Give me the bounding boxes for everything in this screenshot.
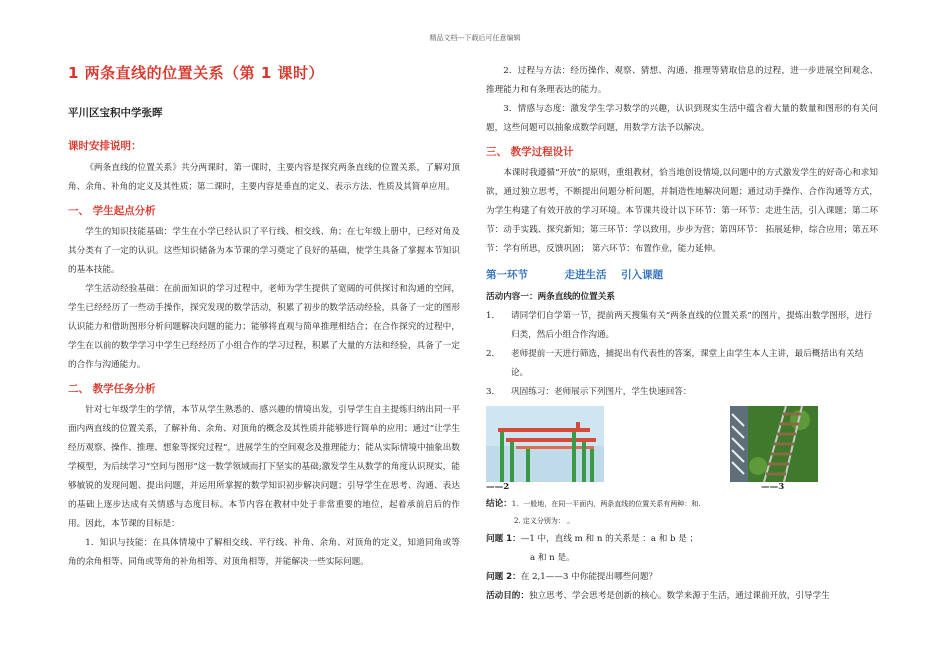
section-1-heading: 一、 学生起点分析: [68, 205, 156, 217]
right-column: [486, 62, 878, 606]
goal-2-paragraph: 2．过程与方法：经历操作、观察、猜想、沟通、推理等猜取信息的过程，进一步进展空间观念、推理能力和有条理表达的能力。: [486, 66, 878, 95]
goal-3-paragraph: 3．情感与态度：激发学生学习数学的兴趣，认识到现实生活中蕴含着大量的数量和图形的有关问题，这些问题可以抽象成数学问题，用数学方法予以解决。: [486, 104, 878, 133]
parallel-bars-image: [486, 406, 604, 482]
list-item-text: 巩固练习：老师展示下列图片，学生快速回答：: [511, 387, 692, 397]
list-item-text: 老师提前一天进行筛选，捕捉出有代表性的答案，课堂上由学生本人主讲，最后概括出有关结论。: [511, 349, 864, 378]
author-line: 平川区宝积中学张晖: [68, 107, 163, 119]
question-2: [486, 568, 878, 587]
section-2-paragraph-2: 1．知识与技能：在具体情境中了解相交线、平行线、补角、余角、对顶角的定义，知道同角或等角的余角相等、同角或等角的补角相等、对顶角相等，并能解决一些实际问题。: [68, 538, 460, 567]
list-item: [486, 345, 878, 383]
schedule-heading: 课时安排说明：: [68, 140, 142, 152]
activity-purpose: [486, 587, 878, 606]
figure-row: [486, 406, 878, 482]
question-2-label: 问题 2：: [486, 572, 521, 582]
caption-left: ——2: [486, 482, 510, 492]
list-item: [486, 383, 878, 402]
question-1: [486, 530, 878, 549]
question-1-text: —1 中，直线 m 和 n 的关系是 ：a 和 b 是 ；: [520, 534, 699, 544]
section-2-heading: 二、 教学任务分析: [68, 383, 156, 395]
caption-right: ——3: [761, 482, 785, 492]
document-title: 1 两条直线的位置关系（第 1 课时）: [68, 64, 325, 82]
step-1-heading: 第一环节 走进生活 引入课题: [486, 269, 664, 281]
conclusion-line-2: 2. 定义分别为： 。: [514, 517, 575, 525]
left-column: [68, 62, 460, 572]
list-item-number: 3．: [486, 387, 501, 397]
list-item-number: 1．: [486, 311, 501, 321]
page-header: 精品文档---下载后可任意编辑: [429, 34, 521, 42]
activity-label: 活动内容一：两条直线的位置关系: [486, 292, 615, 302]
section-2-paragraph-1: 针对七年级学生的学情，本节从学生熟悉的、感兴趣的情境出发，引导学生自主提炼归纳出同一平面内两直线的位置关系，了解补角、余角、对顶角的概念及其性质并能够进行简单的应用；通过“让学生经历观察、操作、推理、想象等探究过程”，进展学生的空间观念及推理能力；能从实际情境中抽象出数学模型，为后续学习“空间与图形”这一数学领域而打下坚实的基础;激发学生从数学的角度认识现实，能够敏锐的发现问题、提出问题，并运用所掌握的数学知识初步解决问题；引导学生在思考、沟通、表达的基础上逐步达成有关情感与态度目标。本节内容在教材中处于非常重要的地位，起着承前启后的作用。因此，本节课的目标是：: [68, 405, 460, 529]
conclusion-block: [486, 496, 878, 513]
figure-captions: [486, 482, 878, 496]
question-1-label: 问题 1：: [486, 534, 521, 544]
list-item: [486, 307, 878, 345]
conclusion-label: 结论：: [486, 499, 512, 509]
section-1-paragraph-2: 学生活动经验基础：在前面知识的学习过程中，老师为学生提供了宽阔的可供探讨和沟通的空间，学生已经经历了一些动手操作，探究发现的数学活动，积累了初步的数学活动经验，具备了一定的图形认识能力和借助图形分析问题解决问题的能力；能够将直观与简单推理相结合；在合作探究的过程中，学生在以前的数学学习中学生已经经历了小组合作的学习过程，积累了大量的方法和经验，具备了一定的合作与沟通能力。: [68, 284, 460, 370]
list-item-number: 2．: [486, 349, 501, 359]
question-2-text: 在 2,1——3 中你能提出哪些问题？: [520, 572, 658, 582]
section-3-paragraph: 本课时我遵循“开放”的原则，重组教材，恰当地创设情境,以问题中的方式激发学生的好奇心和求知欲，通过独立思考，不断提出问题分析问题，并制造性地解决问题；通过动手操作、合作沟通等方式，为学生构建了有效开放的学习环境。本节课共设计以下环节：第一环节：走进生活，引入课题；第二环节：动手实践、探究新知；第三环节：学以致用，步步为营；第四环节： 拓展延伸，综合应用；第五环节：学有所思，反馈巩固； 第六环节：布置作业，能力延伸。: [486, 168, 878, 254]
section-1-paragraph-1: 学生的知识技能基础：学生在小学已经认识了平行线、相交线、角；在七年级上册中，已经对角及其分类有了一定的认识。这些知识储备为本节课的学习奠定了良好的基础，使学生具备了掌握本节知识的基本技能。: [68, 227, 460, 275]
question-1-text-2: a 和 n 是。: [530, 553, 575, 563]
purpose-text: 独立思考、学会思考是创新的核心。数学来源于生活，通过课前开放，引导学生: [528, 591, 830, 601]
section-3-heading: 三、 教学过程设计: [486, 146, 574, 158]
conclusion-line-1: 1．一般地，在同一平面内，两条直线的位置关系有两种：和.: [511, 500, 701, 508]
purpose-label: 活动目的：: [486, 591, 529, 601]
schedule-paragraph: 《两条直线的位置关系》共分两课时，第一课时，主要内容是探究两条直线的位置关系，了解对顶角、余角、补角的定义及其性质；第二课时，主要内容是垂直的定义、表示方法、性质及其简单应用。: [68, 163, 460, 192]
railway-track-image: [730, 406, 818, 482]
list-item-text: 请同学们自学第一节，提前两天搜集有关“两条直线的位置关系”的图片，提炼出数学图形，进行归类，然后小组合作沟通。: [511, 311, 873, 340]
